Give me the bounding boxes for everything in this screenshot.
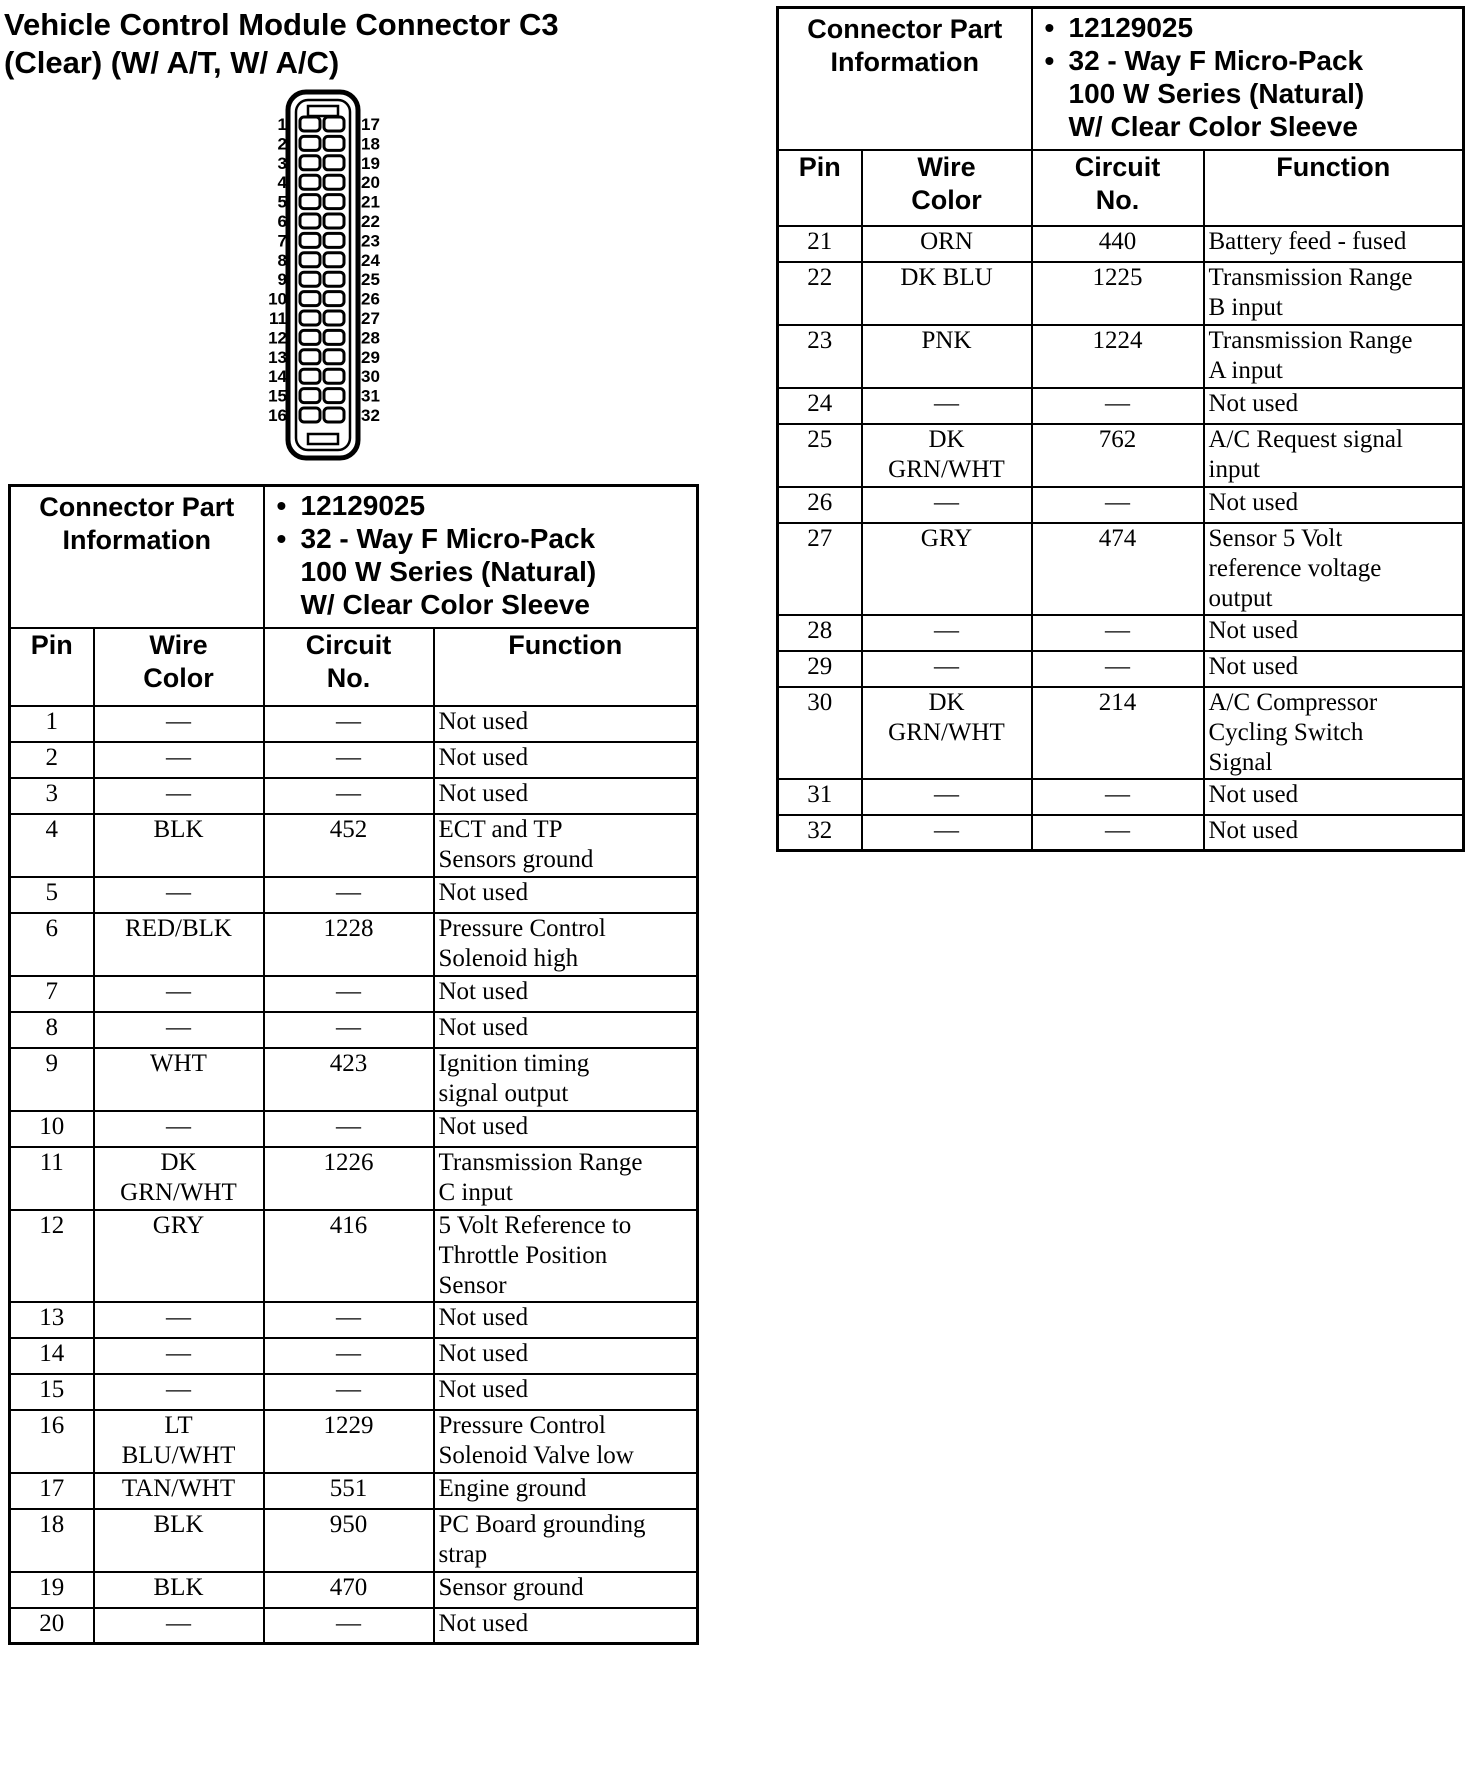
circuit-cell: 1224 — [1032, 325, 1204, 388]
pin-cell: 25 — [778, 424, 862, 487]
header-wire-color: Wire Color — [862, 150, 1032, 226]
circuit-cell: 452 — [264, 814, 434, 877]
circuit-cell: 214 — [1032, 687, 1204, 779]
circuit-cell: — — [264, 742, 434, 778]
circuit-cell: 1226 — [264, 1147, 434, 1210]
function-cell: Not used — [1204, 815, 1464, 851]
table-row — [10, 976, 698, 1012]
wire-color-cell: WHT — [94, 1048, 264, 1111]
function-cell: Not used — [434, 1374, 698, 1410]
pin-cavities — [300, 117, 344, 422]
function-cell: Not used — [1204, 487, 1464, 523]
table-row — [10, 1374, 698, 1410]
part-info-value — [1032, 8, 1464, 150]
cavity-right — [324, 117, 344, 131]
wire-color-cell: TAN/WHT — [94, 1473, 264, 1509]
pin-cell: 28 — [778, 615, 862, 651]
pin-cell: 18 — [10, 1509, 94, 1572]
pin-number-label: 12 — [268, 328, 287, 348]
pin-number-label: 27 — [361, 309, 380, 328]
pin-number-label: 8 — [277, 250, 287, 270]
wire-color-cell: GRY — [94, 1210, 264, 1302]
part-info-row — [10, 486, 698, 628]
wire-color-cell: — — [862, 651, 1032, 687]
table-row — [10, 742, 698, 778]
function-cell: Engine ground — [434, 1473, 698, 1509]
part-info-label: Connector Part Information — [10, 486, 264, 628]
pin-cell: 4 — [10, 814, 94, 877]
wire-color-cell: DK BLU — [862, 262, 1032, 325]
cavity-right — [324, 233, 344, 247]
pin-number-label: 17 — [361, 115, 380, 134]
pin-cell: 15 — [10, 1374, 94, 1410]
cavity-right — [324, 175, 344, 189]
pin-number-label: 2 — [277, 134, 287, 154]
wire-color-cell: — — [862, 388, 1032, 424]
pin-cell: 19 — [10, 1572, 94, 1608]
part-info-label: Connector Part Information — [778, 8, 1032, 150]
table-row — [10, 877, 698, 913]
function-cell: Transmission Range C input — [434, 1147, 698, 1210]
header-function: Function — [434, 628, 698, 706]
table-row — [778, 487, 1464, 523]
function-cell: Not used — [434, 706, 698, 742]
pin-number-label: 15 — [268, 386, 287, 406]
function-cell: Pressure Control Solenoid Valve low — [434, 1410, 698, 1473]
cavity-left — [300, 253, 320, 267]
wire-color-cell: — — [94, 1111, 264, 1147]
cavity-right — [324, 311, 344, 325]
pin-cell: 12 — [10, 1210, 94, 1302]
function-cell: PC Board grounding strap — [434, 1509, 698, 1572]
title-line-1: Vehicle Control Module Connector C3 — [4, 7, 559, 42]
circuit-cell: — — [1032, 615, 1204, 651]
cavity-right — [324, 214, 344, 228]
table-row — [778, 815, 1464, 851]
circuit-cell: — — [264, 1012, 434, 1048]
circuit-cell: — — [264, 1608, 434, 1644]
part-desc-line-2: 100 W Series (Natural) — [1068, 78, 1365, 109]
circuit-cell: 470 — [264, 1572, 434, 1608]
table-row — [10, 1410, 698, 1473]
header-function: Function — [1204, 150, 1464, 226]
pin-cell: 20 — [10, 1608, 94, 1644]
table-row — [778, 651, 1464, 687]
wire-color-cell: — — [94, 1608, 264, 1644]
table-row — [10, 1147, 698, 1210]
pin-number-label: 29 — [361, 347, 380, 367]
header-pin: Pin — [778, 150, 862, 226]
function-cell: Not used — [434, 1012, 698, 1048]
pin-cell: 32 — [778, 815, 862, 851]
cavity-right — [324, 369, 344, 383]
wire-color-cell: — — [862, 615, 1032, 651]
table-row — [778, 687, 1464, 779]
table-row — [778, 262, 1464, 325]
wire-color-cell: — — [94, 1338, 264, 1374]
function-cell: 5 Volt Reference to Throttle Position Sensor — [434, 1210, 698, 1302]
pin-labels-left — [268, 115, 287, 425]
pin-cell: 29 — [778, 651, 862, 687]
circuit-cell: 423 — [264, 1048, 434, 1111]
pin-cell: 2 — [10, 742, 94, 778]
function-cell: A/C Compressor Cycling Switch Signal — [1204, 687, 1464, 779]
pin-number-label: 4 — [277, 173, 287, 193]
cavity-left — [300, 117, 320, 131]
function-cell: Not used — [434, 1111, 698, 1147]
table-row — [10, 1572, 698, 1608]
circuit-cell: — — [264, 778, 434, 814]
cavity-right — [324, 330, 344, 344]
circuit-cell: — — [1032, 779, 1204, 815]
pin-cell: 10 — [10, 1111, 94, 1147]
pin-number-label: 28 — [361, 328, 380, 348]
pin-number-label: 31 — [361, 386, 380, 406]
function-cell: A/C Request signal input — [1204, 424, 1464, 487]
circuit-cell: 474 — [1032, 523, 1204, 615]
table-row — [10, 1509, 698, 1572]
function-cell: Not used — [434, 1608, 698, 1644]
function-cell: Not used — [434, 1338, 698, 1374]
table-row — [10, 1608, 698, 1644]
cavity-right — [324, 350, 344, 364]
header-circuit-no: Circuit No. — [264, 628, 434, 706]
cavity-left — [300, 272, 320, 286]
wire-color-cell: BLK — [94, 1509, 264, 1572]
part-info-row — [778, 8, 1464, 150]
pin-table-right — [776, 6, 1465, 852]
pin-number-label: 23 — [361, 231, 380, 251]
wire-color-cell: DK GRN/WHT — [862, 687, 1032, 779]
circuit-cell: — — [264, 1338, 434, 1374]
left-table-body — [10, 706, 698, 1644]
table-row — [778, 226, 1464, 262]
table-row — [778, 779, 1464, 815]
table-row — [10, 1048, 698, 1111]
pin-number-label: 11 — [269, 309, 287, 328]
right-table-body — [778, 226, 1464, 851]
function-cell: Sensor 5 Volt reference voltage output — [1204, 523, 1464, 615]
function-cell: Not used — [1204, 388, 1464, 424]
table-row — [778, 388, 1464, 424]
table-row — [778, 424, 1464, 487]
circuit-cell: — — [264, 1111, 434, 1147]
pin-cell: 31 — [778, 779, 862, 815]
part-desc-line-1: • 32 - Way F Micro-Pack — [1069, 44, 1457, 77]
cavity-right — [324, 156, 344, 170]
function-cell: Transmission Range B input — [1204, 262, 1464, 325]
table-row — [778, 325, 1464, 388]
function-cell: Pressure Control Solenoid high — [434, 913, 698, 976]
wire-color-cell: — — [94, 1012, 264, 1048]
page-title — [4, 6, 644, 82]
pin-number-label: 16 — [268, 406, 287, 425]
cavity-left — [300, 292, 320, 306]
pin-cell: 24 — [778, 388, 862, 424]
function-cell: Not used — [1204, 779, 1464, 815]
table-row — [10, 1012, 698, 1048]
pin-number-label: 14 — [268, 367, 287, 387]
function-cell: Not used — [434, 976, 698, 1012]
table-row — [10, 1473, 698, 1509]
pin-number-label: 6 — [277, 212, 287, 231]
part-desc-line-3: W/ Clear Color Sleeve — [1068, 111, 1358, 142]
connector-face-drawing — [240, 86, 400, 466]
cavity-left — [300, 408, 320, 422]
wire-color-cell: — — [94, 742, 264, 778]
pin-number-label: 5 — [277, 192, 287, 212]
part-number: • 12129025 — [301, 489, 691, 522]
column-header-row — [10, 628, 698, 706]
table-row — [10, 1302, 698, 1338]
pin-number-label: 22 — [361, 212, 380, 231]
connector-diagram — [240, 86, 400, 466]
circuit-cell: 950 — [264, 1509, 434, 1572]
circuit-cell: — — [1032, 487, 1204, 523]
circuit-cell: 1228 — [264, 913, 434, 976]
table-row — [10, 778, 698, 814]
pin-number-label: 26 — [361, 289, 380, 309]
wire-color-cell: — — [862, 487, 1032, 523]
table-row — [778, 615, 1464, 651]
function-cell: ECT and TP Sensors ground — [434, 814, 698, 877]
header-pin: Pin — [10, 628, 94, 706]
wire-color-cell: DK GRN/WHT — [94, 1147, 264, 1210]
table-row — [778, 523, 1464, 615]
cavity-left — [300, 311, 320, 325]
table-row — [10, 706, 698, 742]
wire-color-cell: RED/BLK — [94, 913, 264, 976]
wire-color-cell: — — [862, 779, 1032, 815]
wire-color-cell: — — [94, 706, 264, 742]
table-row — [10, 913, 698, 976]
pin-number-label: 21 — [361, 192, 380, 212]
function-cell: Not used — [434, 877, 698, 913]
circuit-cell: — — [1032, 815, 1204, 851]
cavity-left — [300, 330, 320, 344]
pin-number-label: 25 — [361, 270, 380, 290]
circuit-cell: — — [264, 706, 434, 742]
pin-cell: 1 — [10, 706, 94, 742]
wire-color-cell: BLK — [94, 814, 264, 877]
cavity-right — [324, 272, 344, 286]
wire-color-cell: — — [94, 877, 264, 913]
cavity-left — [300, 156, 320, 170]
wire-color-cell: GRY — [862, 523, 1032, 615]
wire-color-cell: PNK — [862, 325, 1032, 388]
table-row — [10, 1111, 698, 1147]
circuit-cell: — — [264, 877, 434, 913]
pin-cell: 8 — [10, 1012, 94, 1048]
header-wire-color: Wire Color — [94, 628, 264, 706]
cavity-right — [324, 136, 344, 150]
part-desc-line-2: 100 W Series (Natural) — [300, 556, 597, 587]
pin-number-label: 7 — [277, 231, 287, 251]
circuit-cell: 762 — [1032, 424, 1204, 487]
cavity-left — [300, 195, 320, 209]
function-cell: Not used — [1204, 615, 1464, 651]
function-cell: Ignition timing signal output — [434, 1048, 698, 1111]
pin-cell: 9 — [10, 1048, 94, 1111]
circuit-cell: — — [1032, 388, 1204, 424]
pin-number-label: 10 — [268, 289, 287, 309]
cavity-right — [324, 253, 344, 267]
pin-number-label: 30 — [361, 367, 380, 387]
cavity-left — [300, 350, 320, 364]
pin-cell: 26 — [778, 487, 862, 523]
part-number: • 12129025 — [1069, 11, 1457, 44]
header-circuit-no: Circuit No. — [1032, 150, 1204, 226]
cavity-left — [300, 136, 320, 150]
pin-table-left — [8, 484, 699, 1645]
function-cell: Not used — [1204, 651, 1464, 687]
function-cell: Not used — [434, 778, 698, 814]
cavity-left — [300, 175, 320, 189]
pin-number-label: 19 — [361, 153, 380, 173]
function-cell: Not used — [434, 1302, 698, 1338]
pin-number-label: 9 — [277, 270, 287, 290]
pin-cell: 14 — [10, 1338, 94, 1374]
cavity-left — [300, 214, 320, 228]
pin-cell: 11 — [10, 1147, 94, 1210]
cavity-left — [300, 369, 320, 383]
pin-number-label: 3 — [277, 153, 287, 173]
pin-number-label: 18 — [361, 134, 380, 154]
pin-number-label: 20 — [361, 173, 380, 193]
cavity-left — [300, 233, 320, 247]
wire-color-cell: BLK — [94, 1572, 264, 1608]
circuit-cell: 416 — [264, 1210, 434, 1302]
pin-number-label: 24 — [361, 250, 380, 270]
function-cell: Battery feed - fused — [1204, 226, 1464, 262]
part-info-value — [264, 486, 698, 628]
circuit-cell: — — [264, 1374, 434, 1410]
pin-cell: 5 — [10, 877, 94, 913]
pin-cell: 30 — [778, 687, 862, 779]
wire-color-cell: LT BLU/WHT — [94, 1410, 264, 1473]
cavity-left — [300, 389, 320, 403]
cavity-right — [324, 292, 344, 306]
pin-cell: 23 — [778, 325, 862, 388]
pin-number-label: 32 — [361, 406, 380, 425]
part-desc-line-1: • 32 - Way F Micro-Pack — [301, 522, 691, 555]
wire-color-cell: — — [862, 815, 1032, 851]
wire-color-cell: ORN — [862, 226, 1032, 262]
pin-number-label: 13 — [268, 347, 287, 367]
circuit-cell: 1229 — [264, 1410, 434, 1473]
circuit-cell: 1225 — [1032, 262, 1204, 325]
pin-number-label: 1 — [277, 115, 287, 134]
title-line-2: (Clear) (W/ A/T, W/ A/C) — [4, 45, 340, 80]
pin-cell: 17 — [10, 1473, 94, 1509]
pin-labels-right — [361, 115, 380, 425]
pin-cell: 16 — [10, 1410, 94, 1473]
table-row — [10, 1210, 698, 1302]
pin-cell: 3 — [10, 778, 94, 814]
cavity-right — [324, 389, 344, 403]
pin-cell: 22 — [778, 262, 862, 325]
table-row — [10, 1338, 698, 1374]
circuit-cell: — — [1032, 651, 1204, 687]
cavity-right — [324, 408, 344, 422]
pin-cell: 27 — [778, 523, 862, 615]
circuit-cell: 440 — [1032, 226, 1204, 262]
column-header-row — [778, 150, 1464, 226]
wire-color-cell: — — [94, 976, 264, 1012]
wire-color-cell: — — [94, 778, 264, 814]
cavity-right — [324, 195, 344, 209]
pin-cell: 13 — [10, 1302, 94, 1338]
pin-cell: 6 — [10, 913, 94, 976]
pin-cell: 21 — [778, 226, 862, 262]
part-desc-line-3: W/ Clear Color Sleeve — [300, 589, 590, 620]
function-cell: Sensor ground — [434, 1572, 698, 1608]
circuit-cell: 551 — [264, 1473, 434, 1509]
circuit-cell: — — [264, 1302, 434, 1338]
wire-color-cell: — — [94, 1302, 264, 1338]
function-cell: Not used — [434, 742, 698, 778]
wire-color-cell: — — [94, 1374, 264, 1410]
function-cell: Transmission Range A input — [1204, 325, 1464, 388]
circuit-cell: — — [264, 976, 434, 1012]
table-row — [10, 814, 698, 877]
pin-cell: 7 — [10, 976, 94, 1012]
wire-color-cell: DK GRN/WHT — [862, 424, 1032, 487]
